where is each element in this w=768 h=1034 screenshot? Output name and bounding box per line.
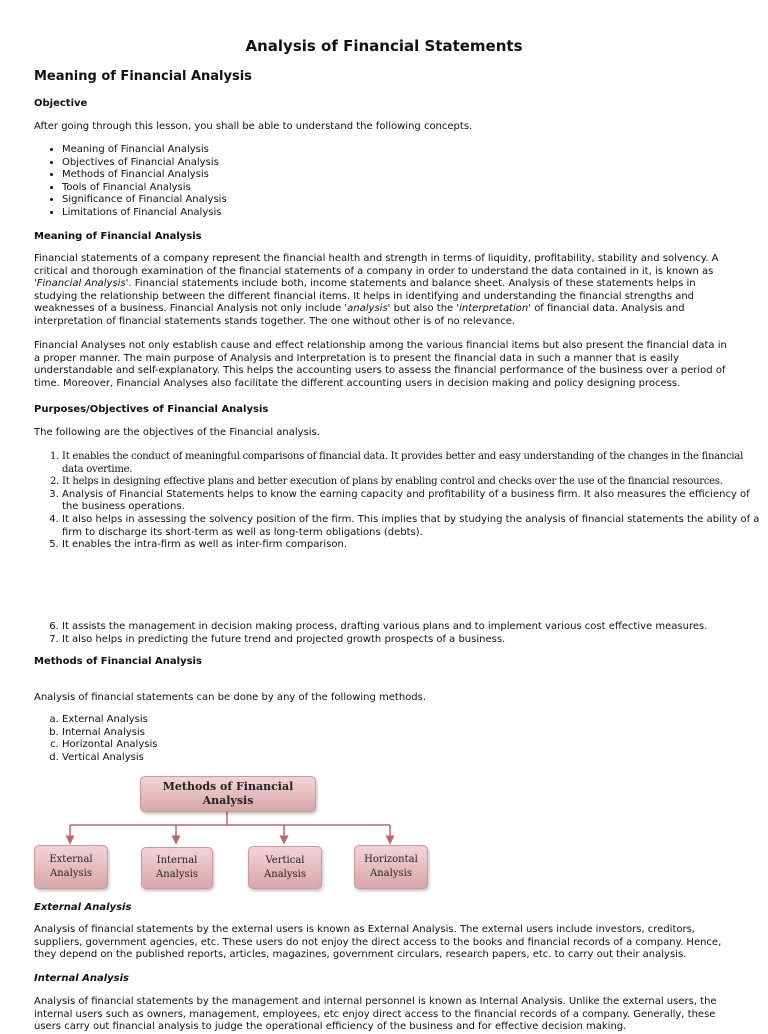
list-item: • Significance of Financial Analysis [62, 194, 762, 207]
list-item: 3. Analysis of Financial Statements helps to know the earning capacity and profitability of a business firm. It also measures the efficiency of the business operations. [62, 489, 762, 514]
box-line: Horizontal [364, 854, 418, 865]
text-run: ' but also the ' [387, 303, 460, 315]
objective-intro: After going through this lesson, you shall be able to understand the following concepts. [34, 121, 473, 132]
section-heading-meaning: Meaning of Financial Analysis [34, 69, 252, 84]
list-item: • Objectives of Financial Analysis [62, 157, 762, 170]
list-item: • Tools of Financial Analysis [62, 182, 762, 195]
purposes-list-part-1 [34, 451, 762, 552]
methods-diagram [34, 774, 434, 894]
list-item: • Meaning of Financial Analysis [62, 144, 762, 157]
meaning-subheading: Meaning of Financial Analysis [34, 231, 202, 242]
purposes-heading: Purposes/Objectives of Financial Analysis [34, 404, 269, 415]
list-item: 6. It assists the management in decision making process, drafting various plans and to implement various cost effective measures. [62, 621, 762, 634]
internal-heading: Internal Analysis [34, 973, 129, 984]
external-paragraph: Analysis of financial statements by the external users is known as External Analysis. The external users include investors, creditors, suppliers, government agencies, etc. These users do not enjoy the direct access to the books and financial records of a company. Hence, they depend on the published reports, articles, magazines, government circulars, research papers, etc. to carry out their analysis. [34, 924, 722, 961]
methods-heading: Methods of Financial Analysis [34, 656, 202, 667]
document-title: Analysis of Financial Statements [245, 37, 523, 55]
box-line: Analysis [156, 869, 198, 880]
list-item: c. Horizontal Analysis [62, 739, 762, 752]
diagram-box-vertical [248, 846, 322, 889]
methods-intro: Analysis of financial statements can be done by any of the following methods. [34, 692, 427, 703]
text-run: '. Financial statements include both, income statements and balance sheet. Analysis of these statements helps in studying the relationship between the different financial items. It helps in identifying and understanding the financial strengths and weaknesses of a business. Financial Analysis not only include ' [34, 278, 696, 315]
concepts-list [34, 144, 762, 220]
list-item: • Methods of Financial Analysis [62, 169, 762, 182]
methods-list [34, 714, 762, 764]
text-run: ' of financial data. Analysis and interpretation of financial statements stands together. The one without other is of no relevance. [34, 303, 685, 327]
diagram-root-box: Methods of Financial Analysis [140, 776, 316, 812]
list-item: b. Internal Analysis [62, 727, 762, 740]
meaning-paragraph-2: Financial Analyses not only establish cause and effect relationship among the various financial items but also present the financial data in a proper manner. The main purpose of Analysis and Interpretation is to present the financial data in such a manner that is easily understandable and self-explanatory. This helps the accounting users to assess the financial performance of the business over a period of time. Moreover, Financial Analyses also facilitate the different accounting users in decision making and policy designing process. [34, 340, 727, 389]
box-line: External [49, 854, 93, 865]
box-line: Internal [156, 855, 198, 866]
list-item: d. Vertical Analysis [62, 752, 762, 765]
list-item: • Limitations of Financial Analysis [62, 207, 762, 220]
box-line: Vertical [265, 854, 305, 866]
emphasis-analysis: analysis [347, 303, 388, 315]
box-line: Analysis [370, 868, 412, 879]
purposes-intro: The following are the objectives of the Financial analysis. [34, 427, 320, 438]
internal-paragraph: Analysis of financial statements by the management and internal personnel is known as Internal Analysis. Unlike the external users, the internal users such as owners, management, employees, etc enjoy direct access to the financial records of a company. Generally, these users carry out financial analysis to judge the operational efficiency of the business and for effective decision making. [34, 996, 717, 1033]
purposes-list-part-2 [34, 621, 762, 646]
diagram-box-internal [141, 847, 213, 889]
diagram-box-external [34, 845, 108, 889]
list-item: a. External Analysis [62, 714, 762, 727]
text-run: Financial statements of a company represent the financial health and strength in terms of liquidity, profitability, stability and solvency. A critical and thorough examination of the financial statements of a company in order to understand the data contained in it, is known as ' [34, 253, 719, 290]
diagram-box-horizontal [354, 845, 428, 889]
list-item: 7. It also helps in predicting the future trend and projected growth prospects of a business. [62, 634, 762, 647]
list-item: 5. It enables the intra-firm as well as inter-firm comparison. [62, 539, 762, 552]
list-item: 2. It helps in designing effective plans and better execution of plans by enabling control and checks over the use of the financial resources. [62, 476, 762, 489]
objective-heading: Objective [34, 98, 88, 109]
box-line: Analysis [50, 868, 92, 879]
meaning-paragraph-1 [34, 253, 734, 329]
box-line: Analysis [264, 868, 306, 880]
emphasis-interpretation: interpretation [459, 303, 529, 315]
list-item: 4. It also helps in assessing the solvency position of the firm. This implies that by studying the analysis of financial statements the ability of a firm to discharge its short-term as well as long-term obligations (debts). [62, 514, 762, 539]
emphasis-financial-analysis: Financial Analysis [36, 278, 126, 290]
external-heading: External Analysis [34, 902, 132, 913]
list-item: 1. It enables the conduct of meaningful comparisons of financial data. It provides better and easy understanding of the changes in the financial data overtime. [62, 451, 762, 476]
